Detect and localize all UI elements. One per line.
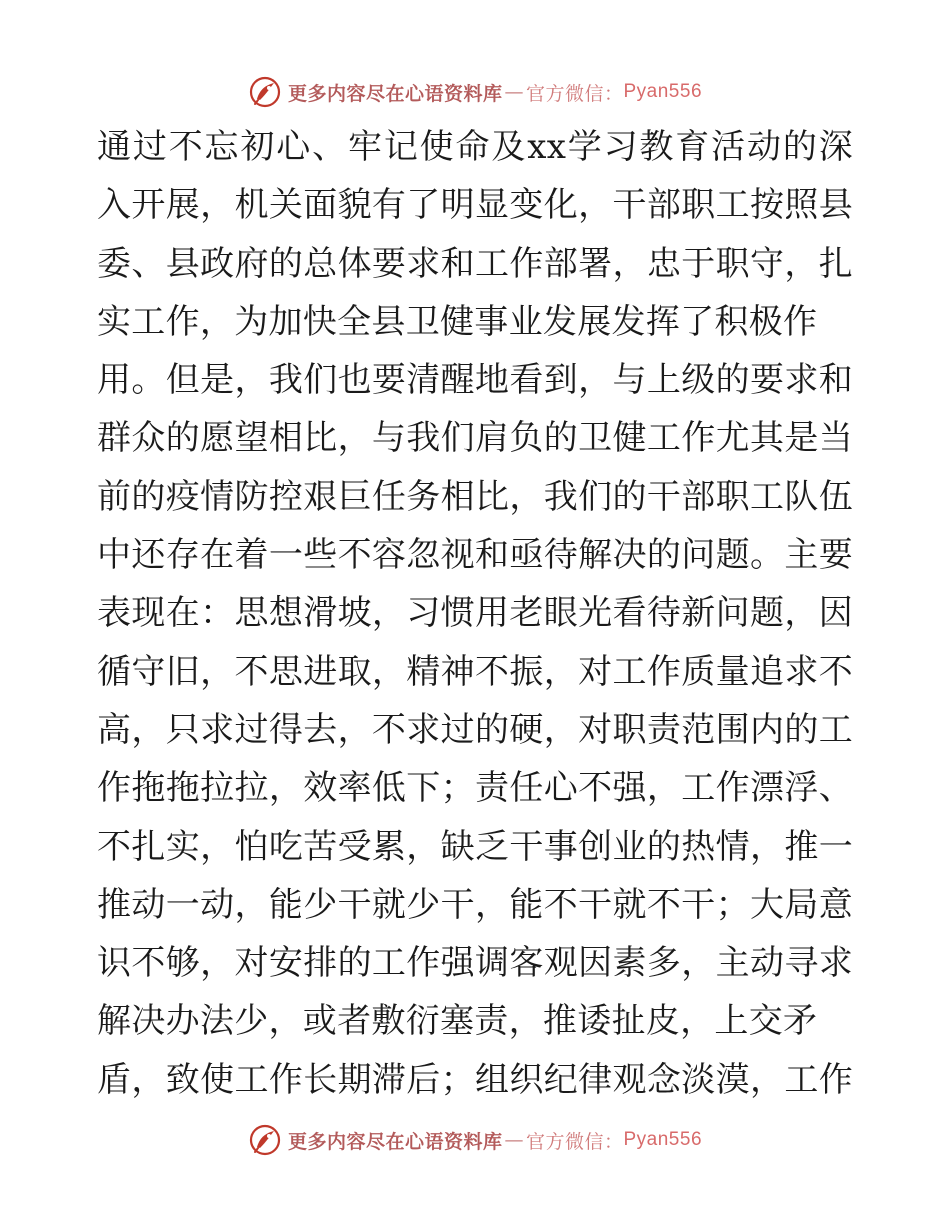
- body-line: 作拖拖拉拉，效率低下；责任心不强，工作漂浮、: [97, 768, 853, 809]
- ink-pen-logo-icon: [248, 1123, 282, 1157]
- footer-banner-wechat-label: 官方微信：: [525, 1130, 624, 1153]
- body-line: 表现在：思想滑坡，习惯用老眼光看待新问题，因: [97, 593, 853, 634]
- header-banner-text: [288, 79, 702, 106]
- body-line: 高，只求过得去，不求过的硬，对职责范围内的工: [97, 709, 853, 750]
- body-line: 入开展，机关面貌有了明显变化，干部职工按照县: [97, 185, 853, 226]
- body-line: 群众的愿望相比，与我们肩负的卫健工作尤其是当: [97, 418, 853, 459]
- footer-banner-separator: —: [504, 1129, 524, 1151]
- footer-banner: [0, 1120, 950, 1160]
- header-banner: [0, 72, 950, 112]
- body-line: 实工作，为加快全县卫健事业发展发挥了积极作: [97, 301, 818, 342]
- header-banner-wechat-label: 官方微信：: [525, 82, 624, 105]
- body-line: 用。但是，我们也要清醒地看到，与上级的要求和: [97, 360, 853, 401]
- footer-banner-wechat-id: Pyan556: [623, 1129, 703, 1150]
- header-banner-main: 更多内容尽在心语资料库: [287, 82, 503, 105]
- body-line: 不扎实，怕吃苦受累，缺乏干事创业的热情，推一: [97, 826, 853, 867]
- header-banner-separator: —: [504, 81, 524, 103]
- body-line: 推动一动，能少干就少干，能不干就不干；大局意: [97, 884, 853, 925]
- footer-banner-text: [288, 1127, 702, 1154]
- body-line: 盾，致使工作长期滞后；组织纪律观念淡漠，工作: [97, 1059, 853, 1100]
- header-banner-wechat-id: Pyan556: [623, 81, 703, 102]
- body-line: 中还存在着一些不容忽视和亟待解决的问题。主要: [97, 535, 853, 576]
- body-line: 委、县政府的总体要求和工作部署，忠于职守，扎: [97, 243, 853, 284]
- body-line: 解决办法少，或者敷衍塞责，推诿扯皮，上交矛: [97, 1001, 818, 1042]
- body-line: 循守旧，不思进取，精神不振，对工作质量追求不: [97, 651, 853, 692]
- footer-banner-main: 更多内容尽在心语资料库: [287, 1130, 503, 1153]
- ink-pen-logo-icon: [248, 75, 282, 109]
- body-line: 前的疫情防控艰巨任务相比，我们的干部职工队伍: [97, 476, 853, 517]
- body-line: 识不够，对安排的工作强调客观因素多，主动寻求: [97, 943, 853, 984]
- body-line: 通过不忘初心、牢记使命及xx学习教育活动的深: [97, 127, 853, 167]
- body-paragraph: [97, 118, 853, 1109]
